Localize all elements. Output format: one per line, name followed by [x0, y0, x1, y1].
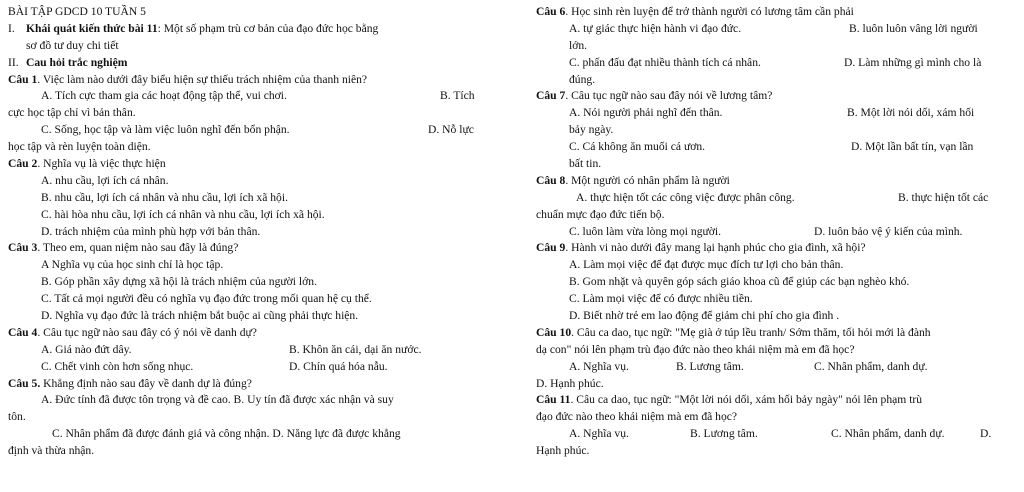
- q1-options-cd: C. Sống, học tập và làm việc luôn nghĩ đến bổn phận. D. Nỗ lực: [41, 123, 474, 137]
- left-column: BÀI TẬP GDCD 10 TUẦN 5 I. Khái quát kiến thức bài 11: Một số phạm trù cơ bản của đạo đức học bằng sơ đồ tư duy chi tiết II. Cau hỏi trắc nghiệm Câu 1. Việc làm nào dưới đây biểu hiện sự thiếu trách nhiệm của thanh niên? A. Tích cực tham gia các hoạt động tập thể, vui chơi. B. Tích cực học tập chỉ vì bản thân. C. Sống, học tập và làm việc luôn nghĩ đến bổn phận. D. Nỗ lực học tập và rèn luyện toàn diện. Câu 2. Nghĩa vụ là việc thực hiện A. nhu cầu, lợi ích cá nhân. B. nhu cầu, lợi ích cá nhân và nhu cầu, lợi ích xã hội. C. hài hòa nhu cầu, lợi ích cá nhân và nhu cầu, lợi ích xã hội. D. trách nhiệm của mình phù hợp với bản thân. Câu 3. Theo em, quan niệm nào sau đây là đúng? A Nghĩa vụ của học sinh chỉ là học tập. B. Góp phần xây dựng xã hội là trách nhiệm của người lớn. C. Tất cả mọi người đều có nghĩa vụ đạo đức trong mối quan hệ cụ thể. D. Nghĩa vụ đạo đức là trách nhiệm bắt buộc ai cũng phải thực hiện. Câu 4. Câu tục ngữ nào sau đây có ý nói về danh dự? A. Giá nào đứt dây. B. Khôn ăn cái, dại ăn nước. C. Chết vinh còn hơn sống nhục. D. Chín quá hóa nẫu. Câu 5. Khẳng định nào sau đây về danh dự là đúng? A. Đức tính đã được tôn trọng và đề cao. B. Uy tín đã được xác nhận và suy tôn. C. Nhân phẩm đã được đánh giá và công nhận. D. Năng lực đã được khẳng định và thừa nhận.: [8, 4, 498, 460]
- question-2: Câu 2. Nghĩa vụ là việc thực hiện: [8, 157, 166, 171]
- section-2: II. Cau hỏi trắc nghiệm: [8, 55, 498, 72]
- q1-options-ab: A. Tích cực tham gia các hoạt động tập thể, vui chơi. B. Tích: [41, 89, 475, 103]
- question-10: Câu 10. Câu ca dao, tục ngữ: "Mẹ già ở túp lều tranh/ Sớm thăm, tối hỏi mới là đành: [536, 325, 931, 339]
- page-header: BÀI TẬP GDCD 10 TUẦN 5: [8, 5, 146, 18]
- question-1: Câu 1. Việc làm nào dưới đây biểu hiện sự thiếu trách nhiệm của thanh niên?: [8, 72, 368, 86]
- question-3: Câu 3. Theo em, quan niệm nào sau đây là đúng?: [8, 241, 239, 255]
- section-1-title: Khái quát kiến thức bài 11: [26, 21, 158, 35]
- question-4: Câu 4. Câu tục ngữ nào sau đây có ý nói về danh dự?: [8, 325, 257, 339]
- question-7: Câu 7. Câu tục ngữ nào sau đây nói về lương tâm?: [536, 89, 773, 103]
- question-8: Câu 8. Một người có nhân phẩm là người: [536, 173, 730, 187]
- question-6: Câu 6. Học sinh rèn luyện để trở thành người có lương tâm cần phải: [536, 5, 854, 18]
- question-11: Câu 11. Câu ca dao, tục ngữ: "Một lời nói dối, xám hối bảy ngày" nói lên phạm trù: [536, 393, 923, 407]
- section-1: I. Khái quát kiến thức bài 11: Một số phạm trù cơ bản của đạo đức học bằng: [8, 21, 379, 35]
- question-5: Câu 5. Khẳng định nào sau đây về danh dự là đúng?: [8, 376, 252, 390]
- section-2-title: Cau hỏi trắc nghiệm: [26, 55, 128, 69]
- question-9: Câu 9. Hành vi nào dưới đây mang lại hạnh phúc cho gia đình, xã hội?: [536, 241, 866, 255]
- right-column: Câu 6. Học sinh rèn luyện để trở thành người có lương tâm cần phải A. tự giác thực hiện hành vi đạo đức. B. luôn luôn vâng lời người lớn. C. phấn đấu đạt nhiều thành tích cá nhân. D. Làm những gì mình cho là đúng. Câu 7. Câu tục ngữ nào sau đây nói về lương tâm? A. Nói người phải nghĩ đến thân. B. Một lời nói dối, xám hối bảy ngày. C. Cá không ăn muối cá ươn. D. Một lần bất tín, vạn lần bất tin. Câu 8. Một người có nhân phẩm là người A. thực hiện tốt các công việc được phân công. B. thực hiện tốt các chuẩn mực đạo đức tiến bộ. C. luôn làm vừa lòng mọi người. D. luôn bảo vệ ý kiến của mình. Câu 9. Hành vi nào dưới đây mang lại hạnh phúc cho gia đình, xã hội? A. Làm mọi việc để đạt được mục đích tư lợi cho bản thân. B. Gom nhặt và quyên góp sách giáo khoa cũ để giúp các bạn nghèo khó. C. Làm mọi việc để có được nhiều tiền. D. Biết nhờ trẻ em lao động để giảm chi phí cho gia đình . Câu 10. Câu ca dao, tục ngữ: "Mẹ già ở túp lều tranh/ Sớm thăm, tối hỏi mới là đành dạ con" nói lên phạm trù đạo đức nào theo khái niệm mà em đã học? A. Nghĩa vụ. B. Lương tâm. C. Nhân phẩm, danh dự. D. Hạnh phúc. Câu 11. Câu ca dao, tục ngữ: "Một lời nói dối, xám hối bảy ngày" nói lên phạm trù đạo đức nào theo khái niệm mà em đã học? A. Nghĩa vụ. B. Lương tâm. C. Nhân phẩm, danh dự. D. Hạnh phúc.: [536, 4, 1014, 460]
